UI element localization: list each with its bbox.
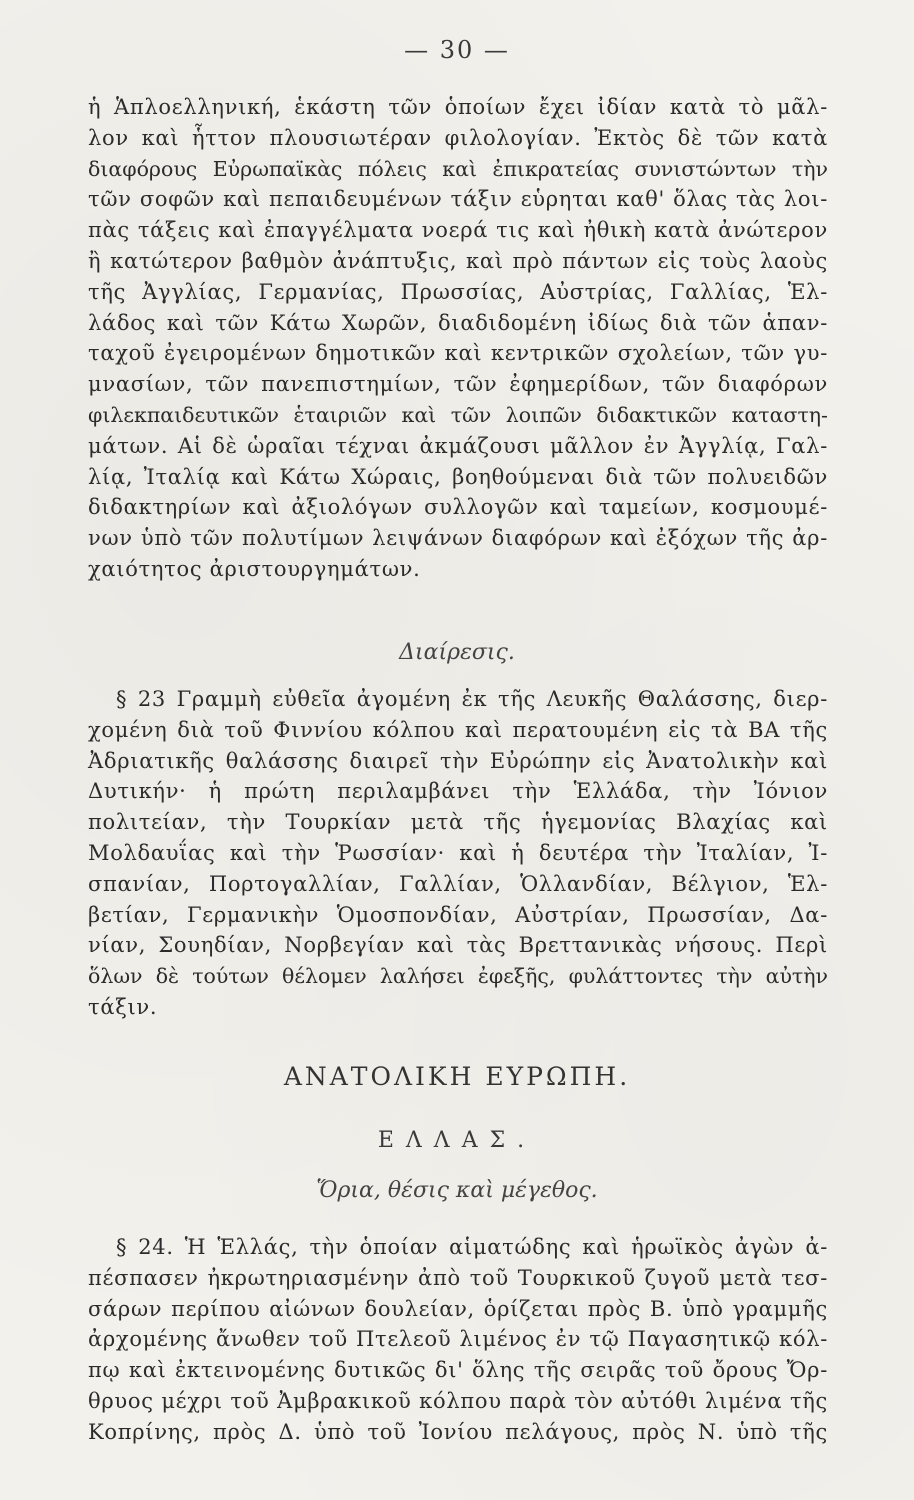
text-line: ἢ κατώτερον βαθμὸν ἀνάπτυξις, καὶ πρὸ πάντων εἰς τοὺς λαοὺς — [88, 248, 828, 273]
chapter-heading-east-europe: ΑΝΑΤΟΛΙΚΗ ΕΥΡΩΠΗ. — [283, 1062, 631, 1091]
text-line: σάρων περίπου αἰώνων δουλείαν, ὁρίζεται πρὸς Β. ὑπὸ γραμμῆς — [88, 1296, 828, 1321]
text-line: ἀρχομένης ἄνωθεν τοῦ Πτελεοῦ λιμένος ἐν τῷ Παγασητικῷ κόλ- — [88, 1327, 828, 1352]
paragraph-section-24 — [88, 1232, 828, 1448]
text-line: § 24. Ἡ Ἑλλάς, τὴν ὁποίαν αἱματώδης καὶ ἡρωϊκὸς ἀγὼν ἀ- — [116, 1235, 828, 1259]
text-line: πὰς τάξεις καὶ ἐπαγγέλματα νοερά τις καὶ ἠθικὴ κατὰ ἀνώτερον — [88, 218, 828, 243]
text-line: διαφόρους Εὐρωπαϊκὰς πόλεις καὶ ἐπικρατείας συνιστώντων τὴν — [88, 156, 828, 181]
text-line: σπανίαν, Πορτογαλλίαν, Γαλλίαν, Ὁλλανδίαν, Βέλγιον, Ἑλ- — [88, 871, 828, 896]
section-heading-borders: Ὅρια, θέσις καὶ μέγεθος. — [316, 1178, 598, 1203]
text-line: § 23 Γραμμὴ εὐθεῖα ἀγομένη ἐκ τῆς Λευκῆς Θαλάσσης, διερ- — [116, 687, 828, 711]
text-line: τῆς Ἀγγλίας, Γερμανίας, Πρωσσίας, Αὐστρίας, Γαλλίας, Ἑλ- — [88, 279, 828, 304]
text-line: νίαν, Σουηδίαν, Νορβεγίαν καὶ τὰς Βρεττανικὰς νήσους. Περὶ — [88, 933, 828, 958]
paragraph-section-23 — [88, 684, 828, 1023]
text-line: διδακτηρίων καὶ ἀξιολόγων συλλογῶν καὶ ταμείων, κοσμουμέ- — [88, 495, 828, 520]
text-line: λον καὶ ἧττον πλουσιωτέραν φιλολογίαν. Ἐκτὸς δὲ τῶν κατὰ — [88, 125, 828, 150]
text-line: πῳ καὶ ἐκτεινομένης δυτικῶς δι' ὅλης τῆς σειρᾶς τοῦ ὄρους Ὄρ- — [88, 1358, 828, 1383]
text-line: νων ὑπὸ τῶν πολυτίμων λειψάνων διαφόρων καὶ ἐξόχων τῆς ἀρ- — [88, 526, 828, 551]
text-line: τάξιν. — [88, 994, 158, 1019]
page-number: — 30 — — [404, 36, 510, 64]
text-line: λάδος καὶ τῶν Κάτω Χωρῶν, διαδιδομένη ἰδίως διὰ τῶν ἁπαν- — [88, 310, 828, 335]
text-line: ταχοῦ ἐγειρομένων δημοτικῶν καὶ κεντρικῶν σχολείων, τῶν γυ- — [88, 341, 828, 366]
text-line: λίᾳ, Ἰταλίᾳ καὶ Κάτω Χώραις, βοηθούμεναι διὰ τῶν πολυειδῶν — [88, 464, 828, 489]
text-line: ὅλων δὲ τούτων θέλομεν λαλήσει ἐφεξῆς, φυλάττοντες τὴν αὐτὴν — [88, 964, 828, 989]
text-line: μνασίων, τῶν πανεπιστημίων, τῶν ἐφημερίδων, τῶν διαφόρων — [88, 372, 828, 397]
text-line: μάτων. Αἱ δὲ ὡραῖαι τέχναι ἀκμάζουσι μᾶλλον ἐν Ἀγγλίᾳ, Γαλ- — [88, 433, 828, 458]
text-line: βετίαν, Γερμανικὴν Ὁμοσπονδίαν, Αὐστρίαν, Πρωσσίαν, Δα- — [88, 902, 828, 927]
text-line: πέσπασεν ἠκρωτηριασμένην ἀπὸ τοῦ Τουρκικοῦ ζυγοῦ μετὰ τεσ- — [88, 1265, 828, 1290]
chapter-heading-greece: ΕΛΛΑΣ. — [377, 1128, 537, 1153]
text-line: Ἀδριατικῆς θαλάσσης διαιρεῖ τὴν Εὐρώπην εἰς Ἀνατολικὴν καὶ — [88, 748, 828, 773]
text-line: θρυος μέχρι τοῦ Ἀμβρακικοῦ κόλπου παρὰ τὸν αὐτόθι λιμένα τῆς — [88, 1388, 828, 1413]
paragraph-languages — [88, 92, 828, 585]
text-line: Κοπρίνης, πρὸς Δ. ὑπὸ τοῦ Ἰονίου πελάγους, πρὸς Ν. ὑπὸ τῆς — [88, 1419, 828, 1444]
text-line: χαιότητος ἀριστουργημάτων. — [88, 556, 421, 581]
text-line: ἡ Ἁπλοελληνική, ἑκάστη τῶν ὁποίων ἔχει ἰδίαν κατὰ τὸ μᾶλ- — [88, 95, 828, 119]
text-line: πολιτείαν, τὴν Τουρκίαν μετὰ τῆς ἡγεμονίας Βλαχίας καὶ — [88, 810, 828, 835]
text-line: Δυτικήν· ἡ πρώτη περιλαμβάνει τὴν Ἑλλάδα, τὴν Ἰόνιον — [88, 779, 828, 804]
section-heading-divisions: Διαίρεσις. — [399, 640, 515, 665]
text-line: φιλεκπαιδευτικῶν ἑταιριῶν καὶ τῶν λοιπῶν διδακτικῶν καταστη- — [88, 402, 828, 427]
text-line: Μολδαυΐας καὶ τὴν Ῥωσσίαν· καὶ ἡ δευτέρα τὴν Ἰταλίαν, Ἰ- — [88, 840, 828, 865]
text-line: τῶν σοφῶν καὶ πεπαιδευμένων τάξιν εὑρηται καθ' ὅλας τὰς λοι- — [88, 187, 828, 212]
text-line: χομένη διὰ τοῦ Φιννίου κόλπου καὶ περατουμένη εἰς τὰ ΒΑ τῆς — [88, 717, 828, 742]
